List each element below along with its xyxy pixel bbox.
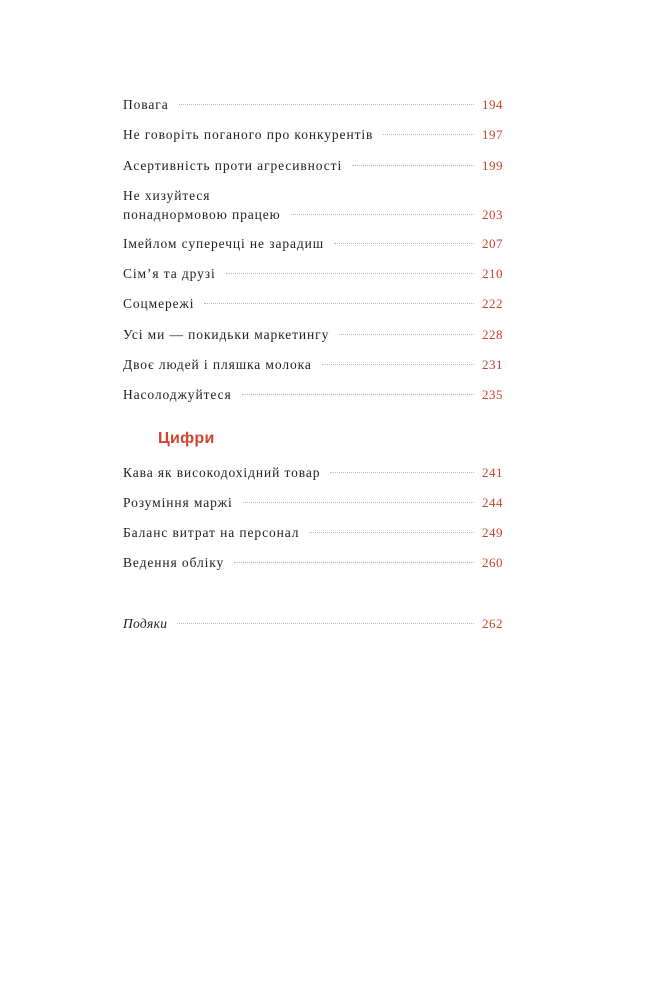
- toc-entry[interactable]: [123, 464, 503, 482]
- toc-page-number: 228: [482, 327, 503, 342]
- toc-entry-title: Усі ми — покидьки маркетингу: [123, 327, 330, 342]
- toc-page-number: 260: [482, 555, 503, 570]
- leader-dots: [234, 562, 474, 563]
- toc-entry[interactable]: [123, 187, 503, 224]
- toc-entry[interactable]: [123, 126, 503, 144]
- leader-dots: [352, 165, 474, 166]
- toc-page-number: 241: [482, 465, 503, 480]
- toc-entry-title: Не говоріть поганого про конкурентів: [123, 127, 374, 142]
- toc-page-number: 262: [482, 616, 503, 631]
- toc-page-number: 194: [482, 97, 503, 112]
- toc-page-number: 210: [482, 266, 503, 281]
- toc-entry[interactable]: [123, 96, 503, 114]
- leader-dots: [309, 532, 474, 533]
- toc-entry-title: Сім’я та друзі: [123, 266, 216, 281]
- toc-entry[interactable]: [123, 326, 503, 344]
- toc-page-number: 207: [482, 236, 503, 251]
- toc-entry[interactable]: [123, 494, 503, 512]
- toc-entry[interactable]: [123, 295, 503, 313]
- toc-entry-title: Розуміння маржі: [123, 495, 233, 510]
- leader-dots: [242, 394, 474, 395]
- toc-entry-title: Ведення обліку: [123, 555, 225, 570]
- toc-entry-title: Насолоджуйтеся: [123, 387, 232, 402]
- toc-entry-title-line: Не хизуйтеся: [123, 188, 211, 203]
- toc-entry-title: Подяки: [123, 616, 168, 631]
- leader-dots: [322, 364, 474, 365]
- toc-entry-title: Кава як високодохідний товар: [123, 465, 321, 480]
- toc-entry-title: Двоє людей і пляшка молока: [123, 357, 312, 372]
- toc-entry[interactable]: [123, 554, 503, 572]
- toc-page-number: 199: [482, 158, 503, 173]
- leader-dots: [177, 623, 474, 624]
- toc-entry[interactable]: [123, 265, 503, 283]
- toc-page-number: 197: [482, 127, 503, 142]
- toc-entry[interactable]: [123, 356, 503, 374]
- toc-page-number: 231: [482, 357, 503, 372]
- toc-entry[interactable]: [123, 157, 503, 175]
- leader-dots: [339, 334, 474, 335]
- toc-page-number: 235: [482, 387, 503, 402]
- toc-entry-title-line: понаднормовою працею: [123, 207, 281, 222]
- leader-dots: [334, 243, 474, 244]
- leader-dots: [226, 273, 474, 274]
- toc-entry-title: Соцмережі: [123, 296, 195, 311]
- leader-dots: [243, 502, 474, 503]
- toc-entry[interactable]: [123, 386, 503, 404]
- toc-page-number: 222: [482, 296, 503, 311]
- leader-dots: [291, 214, 474, 215]
- toc-entry[interactable]: [123, 235, 503, 253]
- toc-page-number: 249: [482, 525, 503, 540]
- toc-entry-title: Імейлом суперечці не зарадиш: [123, 236, 325, 251]
- leader-dots: [383, 134, 474, 135]
- toc-entry-title: Повага: [123, 97, 169, 112]
- leader-dots: [179, 104, 474, 105]
- toc-page-number: 244: [482, 495, 503, 510]
- toc-page-number: 203: [482, 207, 503, 222]
- toc-entry-title: Баланс витрат на персонал: [123, 525, 300, 540]
- toc-entry-acknowledgements[interactable]: [123, 615, 503, 633]
- leader-dots: [330, 472, 474, 473]
- section-heading: Цифри: [158, 430, 215, 447]
- toc-entry-title: Асертивність проти агресивності: [123, 158, 343, 173]
- leader-dots: [204, 303, 474, 304]
- toc-entry[interactable]: [123, 524, 503, 542]
